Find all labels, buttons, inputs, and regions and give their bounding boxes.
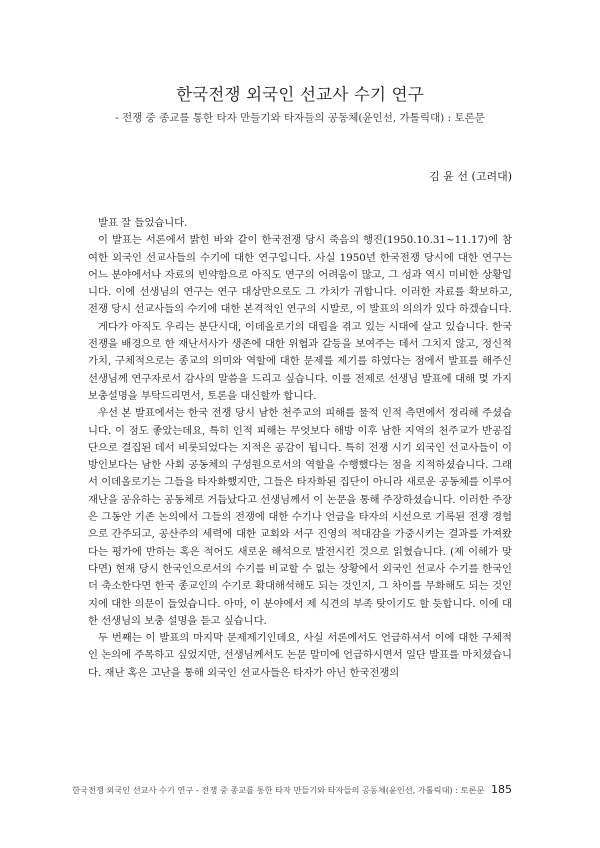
author-affiliation: 김 윤 선 (고려대): [429, 170, 512, 183]
paragraph: 두 번째는 이 발표의 마지막 문제제기인데요, 사실 서론에서도 언급하셔서 이에 대한 구체적인 논의에 주목하고 싶었지만, 선생님께서도 논문 말미에 언급하시면서 일단 발표를 마치셨습니다. 재난 혹은 고난을 통해 외국인 선교사들은 타자가 아닌 한국전쟁의: [88, 632, 512, 679]
page-footer: [0, 783, 512, 796]
page-subtitle: - 전쟁 중 종교를 통한 타자 만들기와 타자들의 공동체(윤인선, 가톨릭대) : 토론문: [115, 112, 485, 124]
page-title: 한국전쟁 외국인 선교사 수기 연구: [176, 85, 424, 104]
paragraph: 게다가 아직도 우리는 분단시대, 이데올로기의 대립을 겪고 있는 시대에 살고 있습니다. 한국전쟁을 배경으로 한 재난서사가 생존에 대한 위협과 갈등을 보여주는 데서 그치지 않고, 정신적 가치, 구체적으로는 종교의 의미와 역할에 대한 문제를 제기를 하였다는 점에서 발표를 해주신 선생님께 연구자로서 감사의 말씀을 드리고 싶습니다. 이를 전제로 선생님 발표에 대해 몇 가지 보충설명을 부탁드리면서, 토론을 대신할까 합니다.: [88, 320, 512, 402]
paragraph: 이 발표는 서론에서 밝힌 바와 같이 한국전쟁 당시 죽음의 행진(1950.10.31~11.17)에 참여한 외국인 선교사들의 수기에 대한 연구입니다. 사실 1950년 한국전쟁 당시에 대한 연구는 어느 분야에서나 자료의 빈약함으로 아직도 연구의 어려움이 많고, 그 성과 역시 미비한 상황입니다. 이에 선생님의 연구는 연구 대상만으로도 그 가치가 귀합니다. 이러한 자료를 확보하고, 전쟁 당시 선교사들의 수기에 대한 본격적인 연구의 시발로, 이 발표의 의의가 있다 하겠습니다.: [88, 234, 512, 316]
running-title: 한국전쟁 외국인 선교사 수기 연구 - 전쟁 중 종교를 통한 타자 만들기와 타자들의 공동체(윤인선, 가톨릭대) : 토론문: [72, 785, 485, 795]
paragraph: 발표 잘 들었습니다.: [98, 217, 188, 229]
page-number: 185: [491, 783, 512, 796]
paragraph: 우선 본 발표에서는 한국 전쟁 당시 남한 천주교의 피해를 물적 인적 측면에서 정리해 주셨습니다. 이 점도 좋았는데요, 특히 인적 피해는 무엇보다 해방 이후 남한 지역의 천주교가 반공집단으로 결집된 데서 비롯되었다는 지적은 공감이 됩니다. 특히 전쟁 시기 외국인 선교사들이 이방인보다는 남한 사회 공동체의 구성원으로서의 역할을 수행했다는 점을 지적하셨습니다. 그래서 이데올로기는 그들을 타자화했지만, 그들은 타자화된 집단이 아니라 새로운 공동체를 이루어 재난을 공유하는 공동체로 거듭났다고 선생님께서 이 논문을 통해 주장하셨습니다. 이러한 주장은 그동안 기존 논의에서 그들의 전쟁에 대한 수기나 언급을 타자의 시선으로 기록된 전쟁 경험으로 간주되고, 공산주의 세력에 대한 교회와 서구 진영의 적대감을 가중시키는 결과를 가져왔다는 평가에 반하는 혹은 적어도 새로운 해석으로 발전시킨 것으로 읽혔습니다. (제 이해가 맞다면) 현재 당시 한국인으로서의 수기를 비교할 수 없는 상황에서 외국인 선교사 수기를 한국인 더 축소한다면 한국 종교인의 수기로 확대해석해도 되는 것인지, 그 차이를 무화해도 되는 것인지에 대한 의문이 들었습니다. 아마, 이 분야에서 제 식견의 부족 탓이기도 할 듯합니다. 이에 대한 선생님의 보충 설명을 듣고 싶습니다.: [88, 407, 512, 627]
discussion-body: [88, 215, 512, 682]
